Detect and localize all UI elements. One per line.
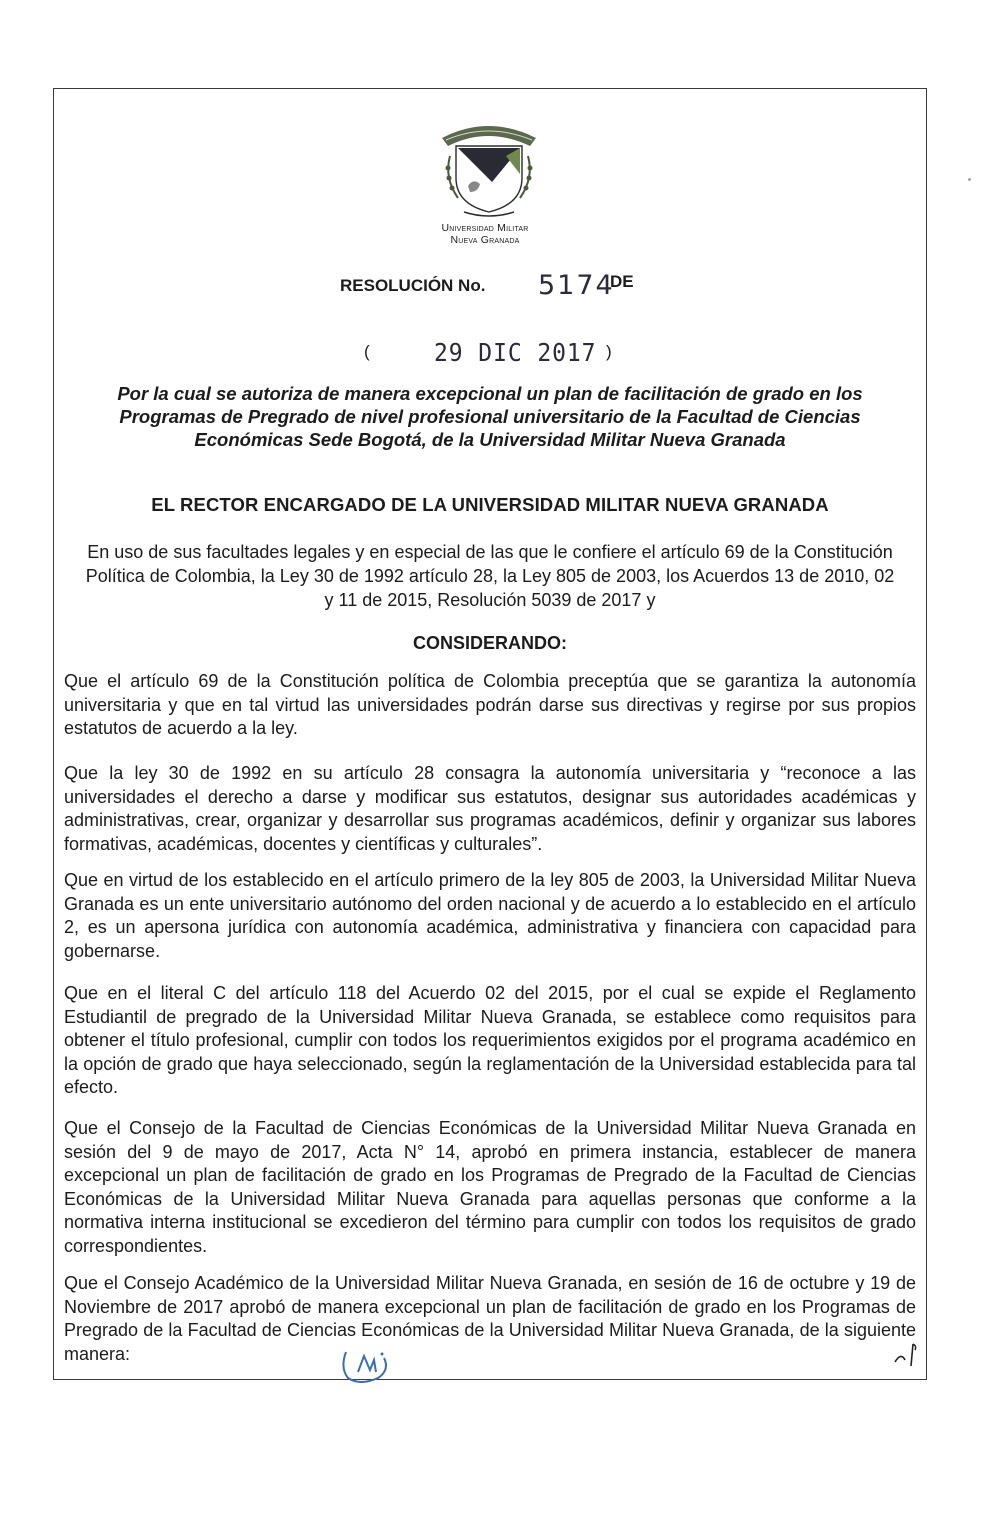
considerando-paragraph-4: Que en el literal C del artículo 118 del Acuerdo 02 del 2015, por el cual se expide el Reglamento Estudiantil de pregrado de la Universidad Militar Nueva Granada, se establece como requisitos para obtener el título profesional, cumplir con todos los requerimientos exigidos por el programa académico en la opción de grado que haya seleccionado, según la reglamentación de la Universidad establecida para tal efecto. — [64, 983, 916, 1097]
date-paren-close: ) — [606, 342, 612, 361]
handwritten-mark-icon — [893, 1340, 923, 1370]
considerando-paragraph-5: Que el Consejo de la Facultad de Ciencias Económicas de la Universidad Militar Nueva Granada en sesión del 9 de mayo de 2017, Acta N° 14, aprobó en primera instancia, establecer de manera excepcional un plan de facilitación de grado en los Programas de Pregrado de la Facultad de Ciencias Económicas de la Universidad Militar Nueva Granada para aquellas personas que conforme a la normativa interna institucional se excedieron del término para cumplir con todos los requisitos de grado correspondientes. — [64, 1118, 916, 1256]
university-name-line1: Universidad Militar — [441, 222, 529, 234]
university-name-line2: Nueva Granada — [450, 234, 520, 246]
resolution-label: RESOLUCIÓN No. — [340, 276, 486, 295]
resolution-number: 5174 — [538, 270, 615, 301]
handwritten-initials-icon — [338, 1342, 398, 1386]
resolution-subject: Por la cual se autoriza de manera excepcional un plan de facilitación de grado en los Programas de Pregrado de nivel profesional universitario de la Facultad de Ciencias Económicas Sede Bogotá, de la Universidad Militar Nueva Granada — [117, 383, 863, 450]
university-crest-icon — [428, 116, 548, 226]
considerando-paragraph-1: Que el artículo 69 de la Constitución política de Colombia preceptúa que se garantiza la autonomía universitaria y que en tal virtud las universidades podrán darse sus directivas y regirse por sus propios estatutos de acuerdo a la ley. — [64, 671, 916, 738]
date-stamp: 29 DIC 2017 — [434, 338, 597, 367]
considerando-paragraph-2: Que la ley 30 de 1992 en su artículo 28 consagra la autonomía universitaria y “reconoce a las universidades el derecho a darse y modificar sus estatutos, designar sus autoridades académicas y administrativas, crear, organizar y desarrollar sus programas académicos, definir y organizar sus labores formativas, académicas, docentes y científicas y culturales”. — [64, 763, 916, 854]
scan-speck — [968, 178, 971, 181]
considerando-heading: CONSIDERANDO: — [412, 633, 567, 653]
considerando-paragraph-6: Que el Consejo Académico de la Universidad Militar Nueva Granada, en sesión de 16 de octubre y 19 de Noviembre de 2017 aprobó de manera excepcional un plan de facilitación de grado en los Programas de Pregrado de la Facultad de Ciencias Económicas de la Universidad Militar Nueva Granada, de la siguiente manera: — [64, 1273, 916, 1364]
resolution-line — [340, 272, 660, 306]
university-name — [380, 222, 590, 246]
date-line — [360, 338, 620, 372]
rector-heading: EL RECTOR ENCARGADO DE LA UNIVERSIDAD MILITAR NUEVA GRANADA — [151, 494, 829, 515]
date-paren-open: ( — [364, 342, 370, 361]
resolution-de: DE — [610, 272, 634, 291]
legal-powers-text: En uso de sus facultades legales y en especial de las que le confiere el artículo 69 de la Constitución Política de Colombia, la Ley 30 de 1992 artículo 28, la Ley 805 de 2003, los Acuerdos 13 de 2010, 02 y 11 de 2015, Resolución 5039 de 2017 y — [85, 542, 895, 610]
considerando-paragraph-3: Que en virtud de los establecido en el artículo primero de la ley 805 de 2003, la Universidad Militar Nueva Granada es un ente universitario autónomo del orden nacional y de acuerdo a lo establecido en el artículo 2, es un apersona jurídica con autonomía académica, administrativa y financiera con capacidad para gobernarse. — [64, 870, 916, 961]
